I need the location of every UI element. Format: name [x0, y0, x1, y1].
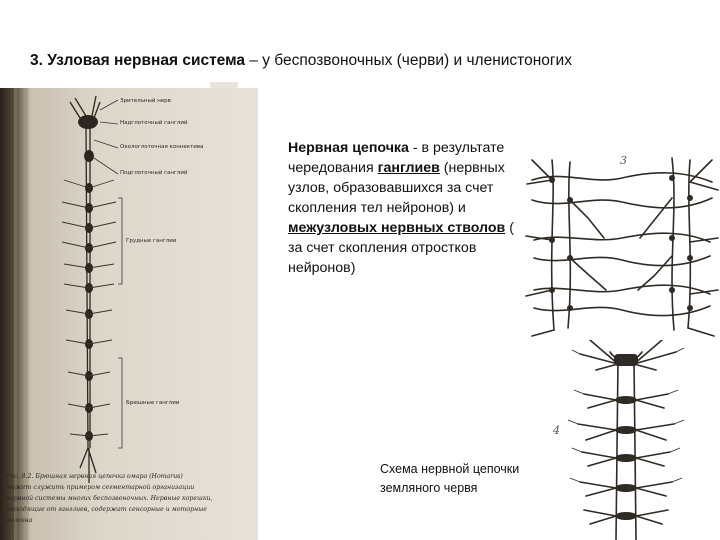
figure-number-3: 3 — [620, 154, 627, 167]
title-rest: – у беспозвоночных (черви) и членистоногих — [244, 52, 572, 69]
figure-caption-line: Рис. 8.2. Брюшная нервная цепочка омара (Homarus) — [6, 473, 183, 480]
body-paragraph — [288, 138, 520, 278]
term-ganglia: ганглиев — [377, 160, 440, 176]
figure-number-4: 4 — [553, 424, 560, 437]
slide-title — [30, 52, 572, 70]
nerve-network-figure — [522, 140, 720, 340]
figure-caption-line: может служить примером сегментарной организации — [6, 484, 195, 491]
figure-caption-line: нервной системы многих беспозвоночных. Нервные корешки, — [6, 495, 213, 502]
lobster-nerve-chain-figure — [0, 88, 258, 540]
label-thoracic-ganglia: Грудные ганглии — [126, 238, 177, 244]
earthworm-nerve-chain-figure — [540, 340, 710, 540]
title-bold: 3. Узловая нервная система — [30, 52, 245, 69]
figure-caption-line: волокна — [6, 517, 33, 524]
label-optic-nerve: Зрительный нерв — [120, 98, 171, 104]
label-connective: Окологлоточная коннектива — [120, 144, 204, 150]
body-text-part: (нервных узлов, образовавшихся за счет скопления тел нейронов) и — [288, 160, 505, 216]
figure-caption: Схема нервной цепочки земляного червя — [380, 462, 520, 495]
label-abdominal-ganglia: Брюшные ганглии — [126, 400, 180, 406]
term-nerve-trunks: межузловых нервных стволов — [288, 220, 506, 236]
body-text-part: ( за счет скопления отростков нейронов) — [288, 220, 514, 276]
label-supraesophageal-ganglion: Надглоточный ганглий — [120, 120, 188, 126]
label-subesophageal-ganglion: Подглоточный ганглий — [120, 170, 188, 176]
figure-caption-line: отходящие от ганглиев, содержат сенсорные и моторные — [6, 506, 207, 513]
term-nerve-chain: Нервная цепочка — [288, 140, 409, 156]
body-text-part: - в результате чередования — [288, 140, 505, 176]
